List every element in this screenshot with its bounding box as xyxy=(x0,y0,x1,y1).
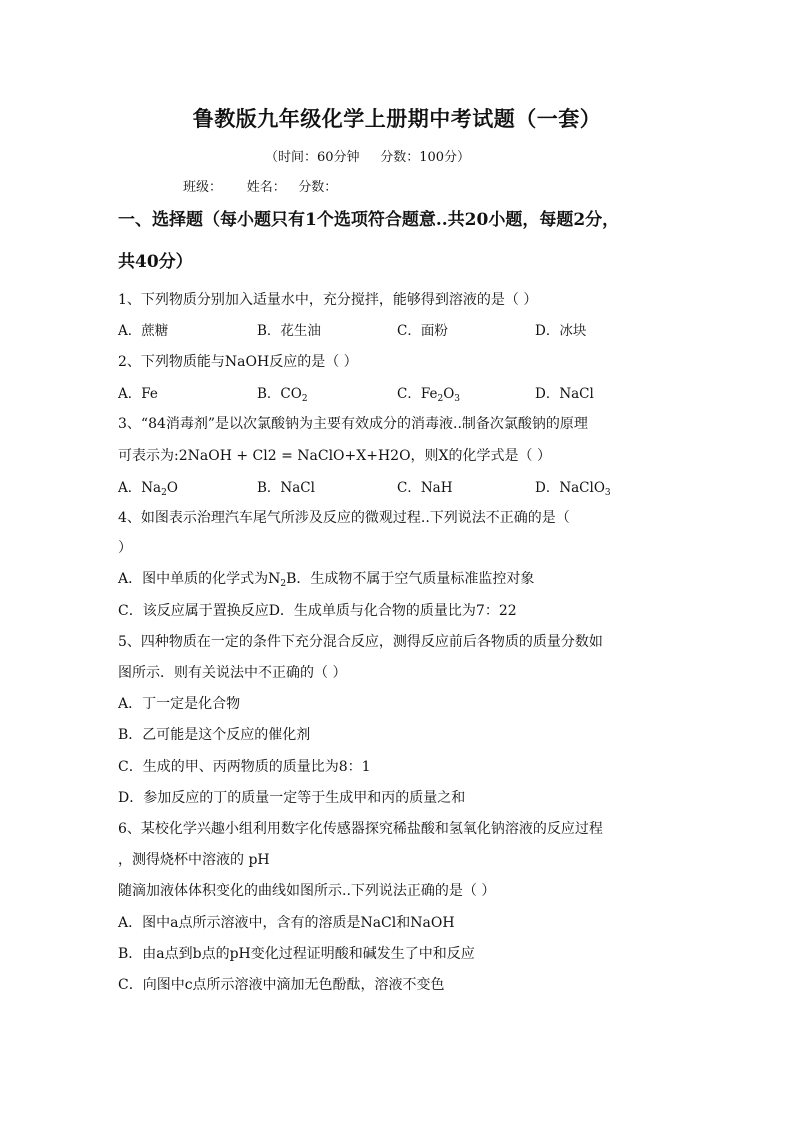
exam-time-score: （时间：60分钟 分数：100分） xyxy=(265,150,471,165)
section-heading-line1: 一、选择题（每小题只有1个选项符合题意..共20小题，每题2分， xyxy=(118,210,620,230)
question-4-options-ab: A．图中单质的化学式为$N_2B$．生成物不属于空气质量标准监控对象 xyxy=(118,571,535,589)
question-1-option-b: B．花生油 xyxy=(257,323,321,339)
question-4-stem-line2: ） xyxy=(118,540,132,556)
question-6-option-a: A．图中a点所示溶液中，含有的溶质是NaCl和NaOH xyxy=(118,915,455,931)
question-3-stem-line2: 可表示为:2NaOH + Cl2 = NaClO+X+H2O，则X的化学式是（ ） xyxy=(118,448,551,464)
question-6-option-b: B．由a点到b点的pH变化过程证明酸和碱发生了中和反应 xyxy=(118,946,475,962)
question-5-option-d: D．参加反应的丁的质量一定等于生成甲和丙的质量之和 xyxy=(118,790,466,806)
question-2-option-c: C．$Fe_2O_3$ xyxy=(397,386,460,404)
question-3-option-c: C．NaH xyxy=(397,480,453,496)
question-5-option-a: A．丁一定是化合物 xyxy=(118,696,241,712)
section-heading-line2: 共40分） xyxy=(118,252,193,272)
student-info-line: 班级： 姓名： 分数： xyxy=(183,180,338,195)
question-3-stem-line1: 3、“84消毒剂”是以次氯酸钠为主要有效成分的消毒液..制备次氯酸钠的原理 xyxy=(118,416,588,432)
question-3-option-a: A．$Na_2O$ xyxy=(118,480,178,498)
page-title: 鲁教版九年级化学上册期中考试题（一套） xyxy=(192,106,602,131)
question-2-option-b: B．$CO_2$ xyxy=(257,386,308,404)
question-2-stem: 2、下列物质能与NaOH反应的是（ ） xyxy=(118,354,358,370)
question-1-stem: 1、下列物质分别加入适量水中，充分搅拌，能够得到溶液的是（ ） xyxy=(118,292,538,308)
question-1-option-c: C．面粉 xyxy=(397,323,448,339)
question-1-option-a: A．蔗糖 xyxy=(118,323,169,339)
question-5-stem-line1: 5、四种物质在一定的条件下充分混合反应，测得反应前后各物质的质量分数如 xyxy=(118,634,603,650)
question-4-stem-line1: 4、如图表示治理汽车尾气所涉及反应的微观过程..下列说法不正确的是（ xyxy=(118,510,570,526)
question-6-stem-line1: 6、某校化学兴趣小组利用数字化传感器探究稀盐酸和氢氧化钠溶液的反应过程 xyxy=(118,821,603,837)
question-6-option-c: C．向图中c点所示溶液中滴加无色酚酞，溶液不变色 xyxy=(118,977,445,993)
question-3-option-b: B．NaCl xyxy=(257,480,315,496)
question-5-option-b: B．乙可能是这个反应的催化剂 xyxy=(118,727,311,743)
question-1-option-d: D．冰块 xyxy=(535,323,587,339)
question-6-stem-line2: ，测得烧杯中溶液的 pH xyxy=(118,852,270,868)
question-2-option-d: D．NaCl xyxy=(535,386,594,402)
question-3-option-d: D．NaClO$_3$ xyxy=(535,480,611,498)
question-5-stem-line2: 图所示．则有关说法中不正确的（ ） xyxy=(118,665,347,681)
question-6-stem-line3: 随滴加液体体积变化的曲线如图所示..下列说法正确的是（ ） xyxy=(118,883,496,899)
question-2-option-a: A．Fe xyxy=(118,386,158,402)
question-4-options-cd: C．该反应属于置换反应D．生成单质与化合物的质量比为7：22 xyxy=(118,603,517,619)
question-5-option-c: C．生成的甲、丙两物质的质量比为8：1 xyxy=(118,759,371,775)
